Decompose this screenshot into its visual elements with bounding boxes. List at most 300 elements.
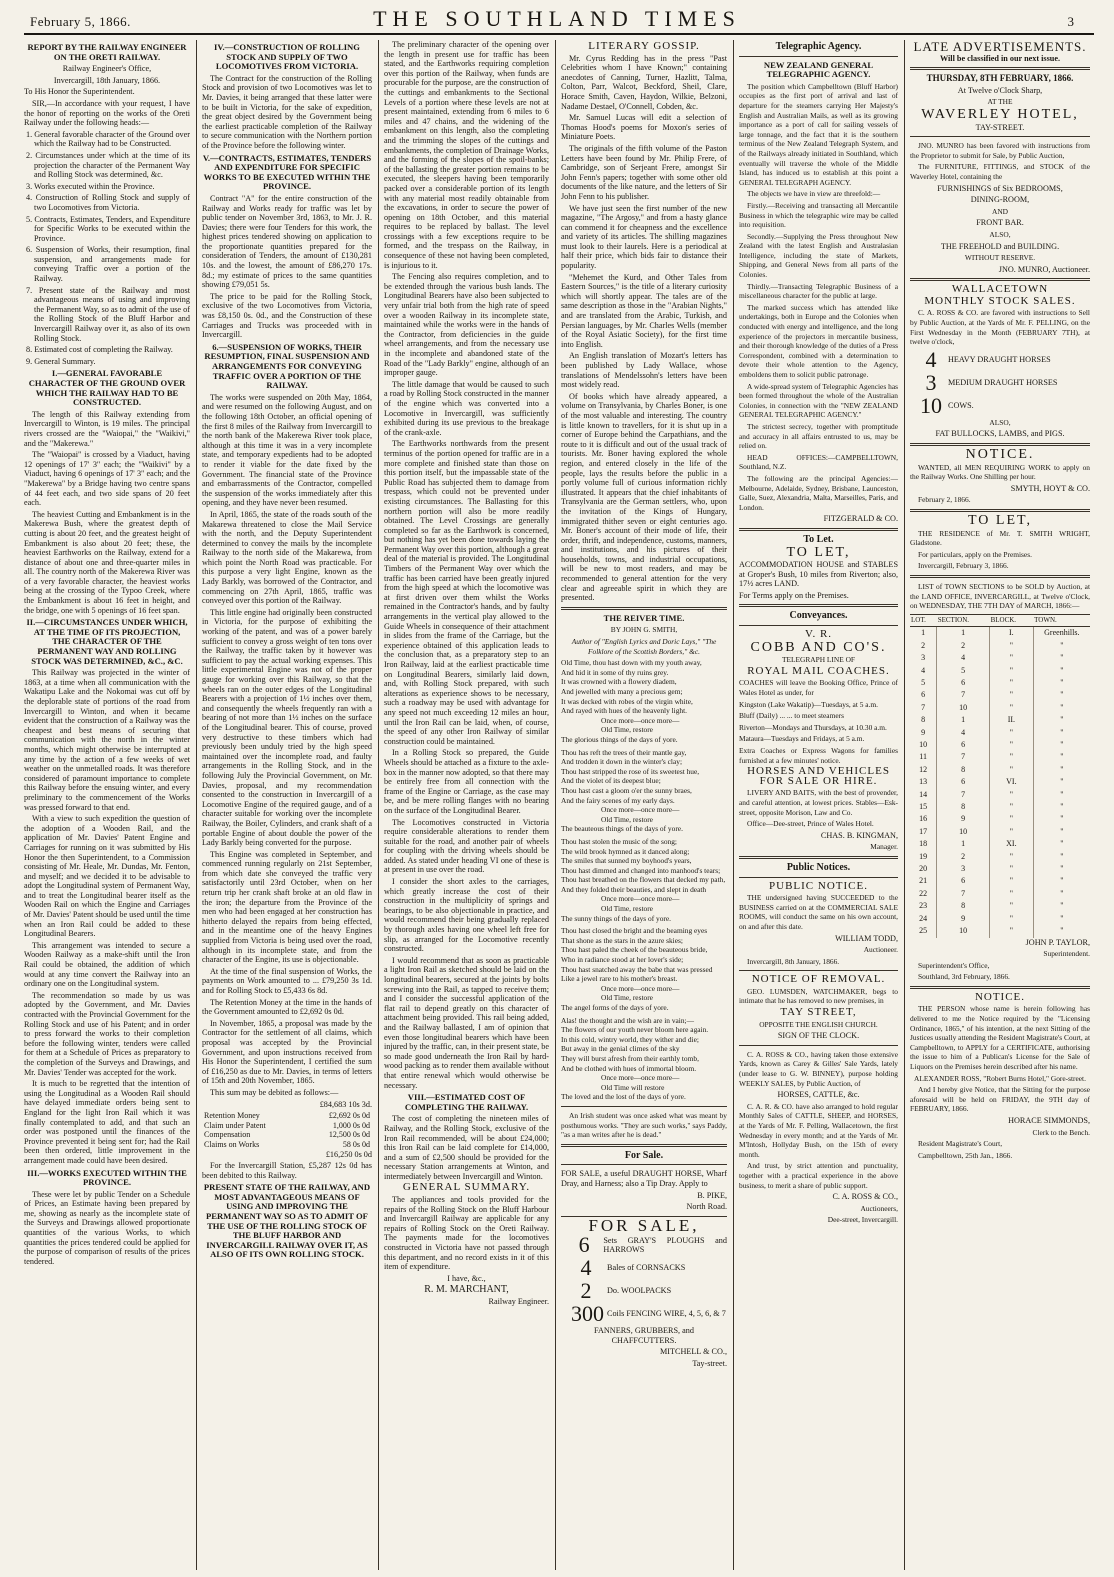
poem-line: Thou hast stripped the rose of its sweetest hue, — [561, 766, 700, 776]
poem-line: Old Time, thou hast down with my youth away, — [561, 658, 702, 668]
table-cell: " — [1033, 776, 1090, 788]
table-cell: 2 — [937, 640, 990, 652]
table-cell: 8 — [937, 900, 990, 912]
table-row — [910, 863, 1090, 875]
divider — [910, 278, 1090, 281]
table-cell: " — [990, 913, 1034, 925]
paragraph: In November, 1865, a proposal was made by the Contractor for the settlement of all claims, which proposal was accepted by the Provincial Government, and upon instructions received from His Honor the Superintendent, I certified the sum of £16,250 as due to Mr. Davies, in terms of letters of 15th and 20th November, 1865. — [202, 1018, 372, 1086]
section-5-body — [202, 194, 372, 340]
poem-body — [561, 658, 727, 1102]
table-cell: " — [990, 900, 1034, 912]
stock-count: 4 — [925, 346, 937, 372]
table-cell: " — [990, 727, 1034, 739]
column-5-advertisements — [739, 40, 898, 1570]
debit-amount: 12,500 0s 0d — [328, 1130, 370, 1140]
auction-time: At Twelve o'Clock Sharp, — [957, 85, 1043, 95]
table-cell: 7 — [937, 751, 990, 763]
table-cell: 1 — [921, 628, 926, 638]
paragraph: This arrangement was intended to secure a Wooden Railway as a make-shift until the Iron Rail could be obtained, the addition of which would at any time convert the Railway into an ordinary one on the Longitudinal system. — [24, 940, 190, 989]
paragraph: Extra Coaches or Express Wagons for families furnished at a few minutes' notice. — [739, 746, 898, 765]
divider — [561, 1144, 727, 1147]
at-the: AT THE — [987, 97, 1013, 107]
poem-line: Old Time, restore — [601, 993, 653, 1003]
poem-line: Thou hast cast a gloom o'er the sunny braes, — [561, 785, 692, 795]
table-cell: 6 — [937, 875, 990, 887]
section-1-heading: I.—GENERAL FAVORABLE CHARACTER OF THE GROUND OVER WHICH THE RAILWAY HAD TO BE CONSTRUCTED. — [28, 368, 186, 408]
tolet-date: Invercargill, February 3, 1866. — [918, 561, 1009, 571]
table-cell: 2 — [921, 640, 926, 650]
paragraph: The Locomotives constructed in Victoria require considerable alterations to render them suitable for the road, and another pair of wheels for coupling with the driving wheels should be added. As stated under heading VI one of these is at present in use over the road. — [384, 817, 549, 875]
table-cell: 9 — [937, 813, 990, 825]
cobb-title: COBB AND CO'S. — [750, 639, 887, 655]
table-row — [910, 789, 1090, 801]
stock-description: HEAVY DRAUGHT HORSES — [948, 355, 1051, 365]
table-cell: 14 — [919, 789, 928, 799]
table-cell: 5 — [937, 665, 990, 677]
table-cell: " — [990, 665, 1034, 677]
works-total: £84,683 10s 3d. — [319, 1099, 372, 1109]
notice-2-signature-title: Clerk to the Bench. — [1032, 1127, 1090, 1137]
paragraph: This little engine had originally been constructed in Victoria, for the purpose of exhibiting the working of the patent, and was of a power barely sufficient to convey a gross weight of ten tons over the Railway, the traffic taken by it however was sufficient to pay the actual working expenses. This little experimental Engine was not of the proper gauge for working over this Railway, so that the wheels ran on the outer edges of the Longitudinal Bearers with a projection of 1½ inches over them, and consequently the wheels frequently ran with a bearing of not more than 1½ inches on the surface of the Longitudinal bearer. This of course, proved very destructive to these timbers which had previously been unduly tried by the high speed maintained over the incomplete road, and faulty arrangements in the Rolling Stock, and in the following July the Provincial Government, on Mr. Davies, proposal, and my recommendation consented to the construction in Invercargill of a Locomotive Engine of the required gauge, and of a character suitable for working over the incomplete Railway, the Boiler, Cylinders, and crank shaft of a portable Engine of about double the power of the Lady Barkly being converted for the purpose. — [202, 607, 372, 848]
horses-title: HORSES AND VEHICLES FOR SALE OR HIRE. — [747, 765, 890, 787]
closing: I have, &c., — [447, 1273, 486, 1283]
list-item — [571, 1234, 727, 1256]
table-row — [202, 1140, 372, 1150]
poem-stanza — [561, 658, 727, 744]
table-cell: 20 — [919, 864, 928, 874]
table-cell: 7 — [937, 888, 990, 900]
debit-amount: £2,692 0s 0d — [328, 1111, 370, 1121]
stock-count: 3 — [925, 369, 937, 395]
notice-1-title: NOTICE. — [965, 447, 1035, 463]
poem-line: Thou hast breathed on the flowers that decked my path, — [561, 875, 726, 885]
poem-line: The smiles that sunned my boyhood's years, — [561, 856, 692, 866]
taylor-office: Superintendent's Office, — [918, 960, 990, 970]
notice-2-person: ALEXANDER ROSS, "Robert Burns Hotel," Gore-street. — [914, 1073, 1086, 1083]
table-row — [910, 764, 1090, 776]
tolet-title: TO LET, — [967, 513, 1033, 528]
poem-line: And they folded their beauties, and slept in death — [561, 884, 707, 894]
poem-line: Thou hast snatched away the babe that was pressed — [561, 964, 713, 974]
ross-items: HORSES, CATTLE, &c. — [777, 1090, 860, 1100]
gossip-body — [561, 54, 727, 603]
table-row — [910, 851, 1090, 863]
table-cell: II. — [990, 714, 1034, 726]
conveyances-heading: Conveyances. — [789, 610, 848, 622]
item-quantity: 6 — [578, 1232, 590, 1258]
list-item — [571, 1280, 727, 1302]
table-row — [910, 727, 1090, 739]
tolet-heading: To Let. — [803, 533, 834, 545]
public-notice-signature-title: Auctioneer. — [863, 945, 898, 955]
table-cell: 7 — [937, 689, 990, 701]
table-cell: 19 — [919, 851, 928, 861]
tolet-text: THE RESIDENCE of Mr. T. SMITH WRIGHT, Gladstone. — [910, 528, 1090, 548]
poem-line: Thou hast paled the cheek of the beauteous bride, — [561, 945, 708, 955]
table-cell: Greenhills. — [1033, 627, 1090, 640]
paragraph: The preliminary character of the opening over the length in present use for traffic has been stated, and the Earthworks requiring completion over this portion of the Railway, when funds are procurable for the purpose, are the construction of the cuttings and embankments to the Sectional Levels of a portion where these levels are not at present maintained, extending from 6 miles to 6 miles and 47 chains, and the widening of the embankment on this length, also the completing and the trimming the slopes of the cuttings and embankments, the completion of Drainage Works, and the forming of the slopes of the spoil-banks; of the ballasting the greater portion remains to be executed, the sleepers having been temporarily packed over a considerable portion of its length with any material most readily obtainable from the excavations, in order to secure the power of opening on 18th October, and this material requires to be replaced by ballast. The level crossings with a few exceptions require to be formed, and the trespass on the Railway, in consequence of these not having been completed, is injurious to it. — [384, 40, 549, 270]
notice-2-court: Resident Magistrate's Court, — [918, 1139, 1003, 1149]
poem-line: In this cold, wintry world, they wither and die; — [561, 1034, 699, 1044]
table-cell: " — [1033, 665, 1090, 677]
table-cell: 21 — [919, 876, 928, 886]
table-row — [910, 640, 1090, 652]
table-cell: " — [990, 813, 1034, 825]
table-cell: " — [1033, 652, 1090, 664]
poem-stanza — [561, 926, 727, 1012]
table-cell: 24 — [919, 913, 928, 923]
notice-2-title: NOTICE. — [974, 990, 1026, 1003]
column-header: BLOCK. — [990, 614, 1034, 627]
divider — [739, 56, 898, 57]
paragraph: "Mehemet the Kurd, and Other Tales from Eastern Sources," is the title of a literary curiosity which will shortly appear. The tales are of the same description as those in the "Arabian Nights," and are translated from the Arabic, Turkish, and Persian languages, by Mr. Charles Wells (member of the Royal Asiatic Society), for the first time into English. — [561, 272, 727, 349]
table-row — [910, 801, 1090, 813]
section-2-heading: II.—CIRCUMSTANCES UNDER WHICH, AT THE TIME OF ITS PROJECTION, THE CHARACTER OF THE PERMANENT WAY AND ROLLING STOCK WAS DETERMINED, &C., &C. — [26, 617, 188, 666]
paragraph: The price to be paid for the Rolling Stock, exclusive of the two Locomotives from Victoria, was £8,150 0s. 0d., and the Construction of these Carriages and Trucks was proceeded with in Invercargill. — [202, 291, 372, 340]
poem-stanza — [561, 837, 727, 923]
table-cell: 8 — [937, 764, 990, 776]
removal-text: GEO. LUMSDEN, WATCHMAKER, begs to intimate that he has removed to new premises, in — [739, 986, 898, 1006]
list-item: 3. Works executed within the Province. — [26, 181, 155, 191]
furnishings: FURNISHINGS of Six BEDROOMS, — [937, 183, 1063, 193]
paragraph: Kingston (Lake Wakatip)—Tuesdays, at 5 a.m. — [739, 699, 878, 709]
wallacetown-subtitle: MONTHLY STOCK SALES. — [924, 294, 1076, 307]
paragraph: This sum may be debited as follows:— — [210, 1087, 339, 1097]
list-item — [920, 392, 1090, 418]
section-6-body — [202, 393, 372, 1098]
table-cell: " — [990, 689, 1034, 701]
divider — [739, 604, 898, 607]
debit-item: Compensation — [204, 1130, 251, 1140]
poem-line: And be clothed with hues of immortal bloom. — [561, 1063, 697, 1073]
ross-text: C. A. ROSS & CO., having taken those extensive Yards, known as Carey & Gilles' Sale Yards, lately (under lease to G. W. BINNEY), purpose holding WEEKLY SALES, by Public Auction, of — [739, 1049, 898, 1088]
report-office: Railway Engineer's Office, — [62, 64, 152, 74]
poem-line: It was crowned with a flowery diadem, — [561, 677, 677, 687]
stock-also: ALSO, — [989, 417, 1011, 427]
masthead-rule — [24, 33, 1094, 35]
tolet-more: For Terms apply on the Premises. — [739, 590, 849, 600]
notice-2-date: Campbelltown, 25th Jan., 1866. — [918, 1150, 1013, 1160]
table-cell: " — [1033, 689, 1090, 701]
table-row — [910, 913, 1090, 925]
poem-line: They will burst afresh from their earthly tomb, — [561, 1053, 699, 1063]
table-cell: 8 — [937, 801, 990, 813]
table-row — [910, 900, 1090, 912]
table-row — [910, 875, 1090, 887]
list-item: 1. General favorable character of the Ground over which the Railway had to be Constructed. — [26, 129, 190, 149]
taylor-title: Superintendent. — [1043, 949, 1090, 959]
paragraph: Mr. Cyrus Redding has in the press "Past Celebrities whom I have Known;" containing anecdotes of Canning, Turner, Hazlitt, Talma, Colton, Parr, Walcot, Beckford, Sheil, Clare, Horace Smith, Caven, Haydon, Wilkie, Belzoni, Nadame Destael, O'Connell, Cobden, &c. — [561, 53, 727, 111]
public-notices-heading: Public Notices. — [786, 861, 851, 873]
paragraph: Firstly.—Receiving and transacting all Mercantile Business in which the telegraphic wire may be called into requisition. — [739, 200, 898, 230]
section-5-heading: V.—CONTRACTS, ESTIMATES, TENDERS AND EXPENDITURE FOR SPECIFIC WORKS TO BE EXECUTED WITHIN THE PROVINCE. — [202, 152, 372, 192]
paragraph: Secondly.—Supplying the Press throughout New Zealand with the latest English and Australasian Intelligence, including the state of Markets, Shipping, and General News from all parts of the Colonies. — [739, 231, 898, 280]
table-cell: 9 — [937, 913, 990, 925]
forsale-text: FOR SALE, a useful DRAUGHT HORSE, Wharf Dray, and Harness; also a Tip Dray. Apply to — [561, 1169, 727, 1188]
ross-signature-2: Auctioneers, — [860, 1203, 898, 1213]
table-cell: " — [990, 851, 1034, 863]
table-cell: " — [1033, 764, 1090, 776]
kingman-title: Manager. — [870, 842, 898, 852]
poem-line: Thou hast stolen the music of the song; — [561, 836, 677, 846]
debit-amount: 1,000 0s 0d — [332, 1120, 370, 1130]
table-cell: " — [1033, 702, 1090, 714]
paragraph: The Retention Money at the time in the hands of the Government amounted to £2,692 0s 0d. — [202, 997, 372, 1017]
public-notice-text: THE undersigned having SUCCEEDED to the BUSINESS carried on at the COMMERCIAL SALE ROOMS, will conduct the same on his own account, on and after this date. — [739, 893, 898, 931]
table-row — [910, 677, 1090, 689]
table-cell: 13 — [919, 777, 928, 787]
poem-line: And jewelled with many a precious gem; — [561, 687, 683, 696]
debit-item: Claim under Patent — [204, 1120, 266, 1130]
poem-line: And hid it in some of thy ruins grey. — [561, 667, 669, 677]
stock-description: COWS. — [948, 401, 974, 411]
divider — [739, 970, 898, 971]
notice-1-text: WANTED, all MEN REQUIRING WORK to apply on the Railway Works. One Shilling per hour. — [910, 462, 1090, 482]
munro-text: JNO. MUNRO has been favored with instructions from the Proprietor to submit for Sale, by Public Auction, — [910, 141, 1090, 160]
table-cell: " — [990, 751, 1034, 763]
section-4-heading: IV.—CONSTRUCTION OF ROLLING STOCK AND SUPPLY OF TWO LOCOMOTIVES FROM VICTORIA. — [214, 42, 360, 72]
tay-street: TAY STREET, — [780, 1006, 857, 1019]
table-cell: 1 — [937, 838, 990, 850]
section-8-body: The cost of completing the nineteen miles of Railway, and the Rolling Stock, exclusive of the Iron Rail recommended, will be about £24,000; this Iron Rail can be laid complete for £14,000, and a sum of £2,500 should be provided for the necessary Station arrangements at Winton, and intermediately between Invercargill and Winton. — [384, 1114, 549, 1181]
table-cell: " — [1033, 875, 1090, 887]
gossip-heading: LITERARY GOSSIP. — [588, 40, 700, 52]
poem-line: And the fairy scenes of my early days. — [561, 795, 675, 805]
stock-list — [910, 346, 1090, 418]
poem-line: Once more—once more— — [601, 894, 680, 904]
paragraph: Mr. Samuel Lucas will edit a selection of Thomas Hood's poems for Moxon's series of Miniature Poets. — [561, 113, 727, 142]
poem-line: Old Time, restore — [601, 814, 653, 824]
poem-line: Once more—once more— — [601, 983, 680, 993]
paragraph: I would recommend that as soon as practicable a light Iron Rail as sketched should be laid on the longitudinal bearers, secured at the joints by bolts screwing into the Rail, as tapped to receive them; and I consider the successful application of the flat rail to depend greatly on this character of attachment being provided. This rail being added, and the Railway ballasted, I am of opinion that even those longitudinal bearers which have been injured by the traffic, can, in their present state, be so made good underneath the Iron Rail by hard-wood packing as to render them available without that entire renewal which would otherwise be necessary. — [384, 955, 549, 1090]
paragraph: The heaviest Cutting and Embankment is in the Makerewa Bush, where the greatest depth of cutting is about 20 feet, and the greatest height of Embankment is also about 20 feet; these, the heaviest Earthworks on the Railway, extend for a distance of about one and three-quarter miles in all. The country north of the Makerewa River was of a very favorable character, the heaviest works being at the crossing of the Typoo Creek, where the Embankment is about 16 feet in height, and the bridge, one with 5 openings of 16 feet span. — [24, 509, 190, 615]
paragraph: The length of this Railway extending from Invercargill to Winton, is 19 miles. The principal rivers crossed are the "Waiopai," the "Waikivi," and the "Makerewa." — [24, 409, 190, 448]
column-6-late-advertisements — [910, 40, 1090, 1570]
notice-2-signature: HORACE SIMMONDS, — [1008, 1116, 1090, 1125]
table-cell: " — [990, 925, 1034, 937]
stock-count: 10 — [920, 392, 942, 418]
paragraph: It is much to be regretted that the intention of using the Longitudinal as a Wooden Rail should have delayed immediate orders being sent to England for the light Iron Rail which it was finally contemplated to add, and that such an order was postponed until the finances of the Province prevented it being sent for; had the Rail been then ordered, little improvement in the arrangement made could have been desired. — [24, 1079, 190, 1165]
ross-address: Dee-street, Invercargill. — [827, 1215, 898, 1225]
poem-line: The loved and the lost of the days of yore. — [561, 1092, 686, 1102]
paragraph: The marked success which has attended like undertakings, both in Europe and the Colonies when conducted with energy and intelligence, and the long experience of the projectors in mercantile business, and their thorough knowledge of the duties of a Press Correspondent, combined with a determination to devote their whole attention to the Agency, emboldens them to solicit public patronage. — [739, 302, 898, 379]
livery-text: LIVERY AND BAITS, with the best of provender, and careful attention, at lowest prices. Stables—Esk-street, opposite Morison, Law and Co. — [739, 788, 898, 817]
table-cell: 5 — [921, 677, 926, 687]
list-item — [571, 1257, 727, 1279]
column-rule — [733, 40, 734, 1570]
cobb-subtitle-2: ROYAL MAIL COACHES. — [747, 664, 890, 677]
divider — [561, 1106, 727, 1107]
opposite-church: OPPOSITE THE ENGLISH CHURCH. — [759, 1019, 878, 1029]
table-cell: 15 — [919, 802, 928, 812]
forsale-heading: For Sale. — [624, 1149, 664, 1161]
signature-title: Railway Engineer. — [488, 1297, 549, 1306]
column-rule — [904, 40, 905, 1570]
table-row — [910, 813, 1090, 825]
paragraph: The little damage that would be caused to such a road by Rolling Stock constructed in the manner of the engine which was converted into a Locomotive in Invercargill, was sufficiently exhibited during its use previous to the breakage of the crank-axle. — [384, 379, 549, 437]
report-heading: REPORT BY THE RAILWAY ENGINEER ON THE ORETI RAILWAY. — [27, 42, 187, 62]
paragraph: Thirdly.—Transacting Telegraphic Business of a miscellaneous character for the public at large. — [739, 281, 898, 301]
column-rule — [555, 40, 556, 1570]
dining-room: DINING-ROOM, — [970, 195, 1030, 205]
taylor-signature: JOHN P. TAYLOR, — [1025, 937, 1090, 947]
public-notice-signature: WILLIAM TODD, — [835, 933, 898, 943]
divider — [910, 443, 1090, 446]
poem-line: Old Time will restore — [601, 1082, 665, 1092]
section-4-body — [202, 74, 372, 151]
table-cell: 3 — [937, 863, 990, 875]
cobb-subtitle: TELEGRAPH LINE OF — [781, 655, 856, 665]
table-cell: 25 — [919, 926, 928, 936]
list-item — [571, 1303, 727, 1325]
poem-line: Old Time, restore — [601, 725, 653, 735]
table-cell: " — [1033, 739, 1090, 751]
poem-line: And rayed with hues of the heavenly light. — [561, 706, 688, 716]
divider — [561, 607, 727, 610]
kingman-signature: CHAS. B. KINGMAN, — [820, 830, 898, 840]
section-6-heading: 6.—SUSPENSION OF WORKS, THEIR RESUMPTION, FINAL SUSPENSION AND ARRANGEMENTS FOR CONVEYING TRAFFIC OVER A PORTION OF THE RAILWAY. — [204, 341, 370, 391]
section-3-body — [24, 1190, 190, 1267]
poem-line: The beauteous things of the days of yore. — [561, 824, 683, 834]
table-cell: 7 — [921, 702, 926, 712]
table-cell: 6 — [937, 739, 990, 751]
table-row — [910, 751, 1090, 763]
table-cell: " — [990, 702, 1034, 714]
paragraph: The works were suspended on 20th May, 1864, and were resumed on the following August, and on the following 18th October, an official opening of the first 8 miles of the Railway from Invercargill to the north bank of the Makerewa River took place, although at this time it was in a very incomplete state, and temporary expedients had to be adopted to render it viable for the date fixed by the Government. The financial state of the Province and embarrassments of the Contractor, compelled the suspension of the works immediately after this opening, and they have never been resumed. — [202, 392, 372, 508]
paragraph: This Engine was completed in September, and commenced running regularly on 21st September, from which date she conveyed the traffic very satisfactorily until 23rd October, when on her return trip her crank shaft broke at an old flaw in the iron; the departure from the Province of the men who had been engaged at her construction has hitherto delayed the repairs from being effected, and in the meantime one of the heavy Engines supplied from Victoria is being used over the road, although in its incomplete state, and from the character of the Engine, its use is objectionable. — [202, 849, 372, 965]
table-cell: 3 — [921, 653, 926, 663]
table-row — [910, 652, 1090, 664]
report-heads-list — [24, 130, 190, 367]
poem-line: Thou hast closed the bright and the beaming eyes — [561, 926, 708, 936]
hotel-street: TAY-STREET. — [975, 122, 1025, 132]
paragraph: This Railway was projected in the winter of 1863, at a time when all communication with the Wakatipu Lake and the Nokomai was cut off by the deplorable state of portions of the road from Invercargill to Winton, and when it became evident that the construction of a Railway was the cheapest and best means of securing that communication with the north in the winter months, which might otherwise be interrupted at any time by the action of a few weeks of wet weather on the unmetalled roads. It was therefore considered of paramount importance to complete this Railway before the ensuing winter, and every preliminary to the commencement of the Works was pressed forward to that end. — [24, 668, 190, 812]
divider — [910, 136, 1090, 137]
paragraph: The Earthworks northwards from the present terminus of the portion opened for traffic are in a more complete and finished state than those on this portion itself, but the impassable state of the Public Road has subjected them to damage from trespass, which could not be prevented under existing circumstances. The Ballasting for this northern portion will also be more readily obtained. The Level Crossings are generally completed so far as the Earthwork is concerned, but nothing has yet been done towards laying the Permanent Way over this portion, although a great deal of the material is provided. The Longitudinal Timbers of the Permanent Way over which the traffic has been carried have been greatly injured from the high speed at which the locomotive was at first driven over them whilst the Works remained in the Contractor's hands, and by faulty arrangements in the vertical play allowed to the Guide Wheels in consequence of their attachment in slides from the frame of the Carriage, but the experience obtained of this application leads to the conclusion that, as a preparatory step to an Iron Railway, laid at the earliest practicable time on Longitudinal Bearers, similarly laid down, and, with Rolling Stock prepared, with such alterations as experience shows to be necessary, such a roadway may be used with advantage for any speed not much exceeding 12 miles an hour, until the Iron Rail can be laid, when, of course, the speed of any other Iron Railway of similar construction could be maintained. — [384, 439, 549, 746]
table-row — [910, 665, 1090, 677]
paragraph: We have just seen the first number of the new magazine, "The Argosy," and from a hasty glance can commend it for cheapness and the excellence and variety of its articles. The shilling magazines must look to their laurels. Here is a periodical at half their price, which bids fair to distance their popularity. — [561, 203, 727, 271]
table-cell: 10 — [937, 826, 990, 838]
poem-line: Alas! the thought and the wish are in vain;— — [561, 1015, 695, 1025]
front-bar: FRONT BAR. — [976, 218, 1024, 228]
poem-line: Once more—once more— — [601, 1073, 680, 1083]
poem-line: Who in radiance stood at her lover's side; — [561, 955, 684, 965]
table-cell: " — [990, 863, 1034, 875]
table-cell: " — [990, 764, 1034, 776]
paragraph: A wide-spread system of Telegraphic Agencies has been formed throughout the whole of the Australian Colonies, in connection with the "NEW ZEALAND GENERAL TELEGRAPHIC AGENCY." — [739, 381, 898, 420]
removal-title: NOTICE OF REMOVAL. — [751, 973, 886, 986]
divider — [910, 67, 1090, 70]
forsale-signature: B. PIKE, — [697, 1190, 727, 1200]
item-quantity: 4 — [580, 1255, 592, 1281]
munro-signature: JNO. MUNRO, Auctioneer. — [998, 264, 1090, 274]
table-cell: " — [1033, 863, 1090, 875]
table-cell: " — [1033, 838, 1090, 850]
table-cell: " — [990, 826, 1034, 838]
late-ads-subtitle: Will be classified in our next issue. — [939, 53, 1061, 63]
divider — [910, 986, 1090, 989]
table-cell: 6 — [937, 776, 990, 788]
poem-line: That shone as the stars in the azure skies; — [561, 935, 683, 945]
table-cell: " — [1033, 813, 1090, 825]
table-cell: " — [1033, 640, 1090, 652]
column-4-literary — [561, 40, 727, 1570]
sale2-more: FANNERS, GRUBBERS, and CHAFFCUTTERS. — [594, 1326, 694, 1345]
notice-2-text: THE PERSON whose name is herein following has delivered to me the Notice required by the "Licensing Ordinance, 1865," of his intention, at the next Sitting of the Justices usually attending the Resident Magistrate's Court, at Campbelltown, to APPLY for a CERTIFICATE, authorising the issue to him of a Publican's License for the Sale of Liquors on the Premises herein described after his name. — [910, 1004, 1090, 1072]
table-cell: " — [1033, 925, 1090, 937]
table-cell: " — [1033, 900, 1090, 912]
column-1-railway-report — [24, 40, 190, 1570]
poem-byline: BY JOHN G. SMITH, — [610, 625, 678, 635]
paragraph: The "Waiopai" is crossed by a Viaduct, having 12 openings of 17' 3" each; the "Waikivi" by a Viaduct, having 6 openings of 17' 3" each; and the "Makerewa" by a Bridge having two centre spans of 44 feet each, and two side spans of 20 feet each. — [24, 450, 190, 508]
station-debit: For the Invercargill Station, £5,287 12s 0d has been debited to this Railway. — [202, 1161, 372, 1180]
paragraph: The position which Campbelltown (Bluff Harbor) occupies as the first port of arrival and last of departure for the steamers carrying Her Majesty's English and Australian Mails, as well as its growing importance as a port of call for sailing vessels of large tonnage, and the fact that it is the southern terminus of the New Zealand Telegraph System, and of the Railways already initiated in Southland, which eventually will traverse the whole of the Middle Island, has induced us to establish at this point a GENERAL TELEGRAPH AGENCY. — [739, 81, 898, 187]
wallacetown-text: C. A. ROSS & CO. are favored with instructions to Sell by Public Auction, at the Yards of Mr. F. PELLING, on the First Wednesday in the Month (FEBRUARY 7TH), at twelve o'clock, — [910, 308, 1090, 347]
column-2-railway-report — [202, 40, 372, 1570]
divider — [739, 528, 898, 531]
table-cell: 16 — [919, 814, 928, 824]
hotel-name: WAVERLEY HOTEL, — [921, 106, 1079, 122]
table-cell: 4 — [937, 652, 990, 664]
section-1-body — [24, 410, 190, 615]
sign-of-clock: SIGN OF THE CLOCK. — [777, 1031, 860, 1041]
table-cell: " — [990, 875, 1034, 887]
paragraph: COACHES will leave the Booking Office, Prince of Wales Hotel as under, for — [739, 678, 898, 698]
column-header: TOWN. — [1033, 614, 1090, 627]
divider — [739, 877, 898, 878]
office-text: Office—Dee-street, Prince of Wales Hotel. — [747, 819, 874, 829]
table-cell: " — [990, 640, 1034, 652]
paragraph: The Contract for the construction of the Rolling Stock and provision of two Locomotives was let to Mr. Davies, it being arranged that these latter were to be built in Victoria, for the sake of expedition, the great object desired by the Government being the earliest practicable completion of the Railway to secure communication with the Northern portion of the Province before the following winter. — [202, 73, 372, 150]
furniture-text: The FURNITURE, FITTINGS, and STOCK of the Waverley Hotel, containing the — [910, 162, 1090, 181]
paragraph: The recommendation so made by us was adopted by the Government, and Mr. Davies contracted with the Provincial Government for the Rolling Stock and use of his Patent; and in order to press forward the works to their completion before the following winter, tenders were called for them at a Schedule of Prices as preparatory to the completion of the Surveys and Drawings, and Mr. Davies' Tender was accepted for the work. — [24, 990, 190, 1077]
item-description: Do. WOOLPACKS — [607, 1286, 672, 1296]
stock-description: MEDIUM DRAUGHT HORSES — [948, 378, 1058, 388]
debits-table — [202, 1111, 372, 1149]
poem-line: Thou has reft the trees of their mantle gay, — [561, 747, 687, 757]
table-cell: 8 — [921, 715, 926, 725]
divider — [739, 856, 898, 859]
table-cell: XI. — [990, 838, 1034, 850]
table-cell: 6 — [921, 690, 926, 700]
table-cell: 12 — [919, 764, 928, 774]
paragraph: Riverton—Mondays and Thursdays, at 10.30 a.m. — [739, 722, 887, 732]
paragraph: Of books which have already appeared, a volume on Transylvania, by Charles Boner, is one of the most valuable and interesting. The country is little known to travellers, for it is shut up in a corner of Europe behind the Carpathians, and the route to it is difficult and out of the usual track of tourists. Mr. Boner having explored the whole region, and entered closely in the life of the people, lays the results before the public in a portly volume full of curious information richly illustrated. It appears that the chief inhabitants of Transylvania are the German settlers, who, upon the invitation of the Kings of Hungary, immigrated thither seven or eight centuries ago. Mr. Boner's account of their mode of life, their order, thrift, and independence, customs, manners, and institutions, and his pictures of their households, towns, and industrial occupations, will be new to most readers, and may be recommended to general attention for the very clear and agreeable spirit in which they are presented. — [561, 391, 727, 603]
notice-2-more: And I hereby give Notice, that the Sitting for the purpose aforesaid will be held on FRIDAY, the 9TH day of FEBRUARY, 1866. — [910, 1085, 1090, 1114]
item-description: Coils FENCING WIRE, 4, 5, 6, & 7 — [607, 1309, 726, 1319]
table-cell: " — [1033, 677, 1090, 689]
column-header: LOT. — [910, 614, 937, 627]
late-ads-title: LATE ADVERTISEMENTS. — [913, 40, 1087, 54]
table-cell: I. — [990, 627, 1034, 640]
table-row — [910, 627, 1090, 640]
table-cell: 10 — [919, 740, 928, 749]
poem-line: Like a jewel rare to his mother's breast. — [561, 974, 678, 984]
table-cell: 4 — [921, 665, 926, 675]
poem-stanza — [561, 748, 727, 834]
ross-close: And trust, by strict attention and punctuality, together with a practical experience in the above business, to merit a share of public support. — [739, 1161, 898, 1190]
item-description: Bales of CORNSACKS — [607, 1263, 686, 1273]
table-cell: " — [1033, 789, 1090, 801]
list-item — [920, 369, 1090, 395]
table-cell: " — [990, 789, 1034, 801]
table-cell: 1 — [937, 627, 990, 640]
table-row — [910, 702, 1090, 714]
and-label: AND — [991, 206, 1008, 216]
list-item: 9. General Summary. — [26, 356, 96, 366]
freehold: THE FREEHOLD and BUILDING. — [940, 241, 1060, 251]
paragraph: The originals of the fifth volume of the Paston Letters have been found by Mr. Philip Frere, of Cambridge, son of Serjeant Frere, amongst Sir John Fenn's papers; together with some other old documents of the like nature, and the letters of Sir John Fenn to his publisher. — [561, 143, 727, 201]
